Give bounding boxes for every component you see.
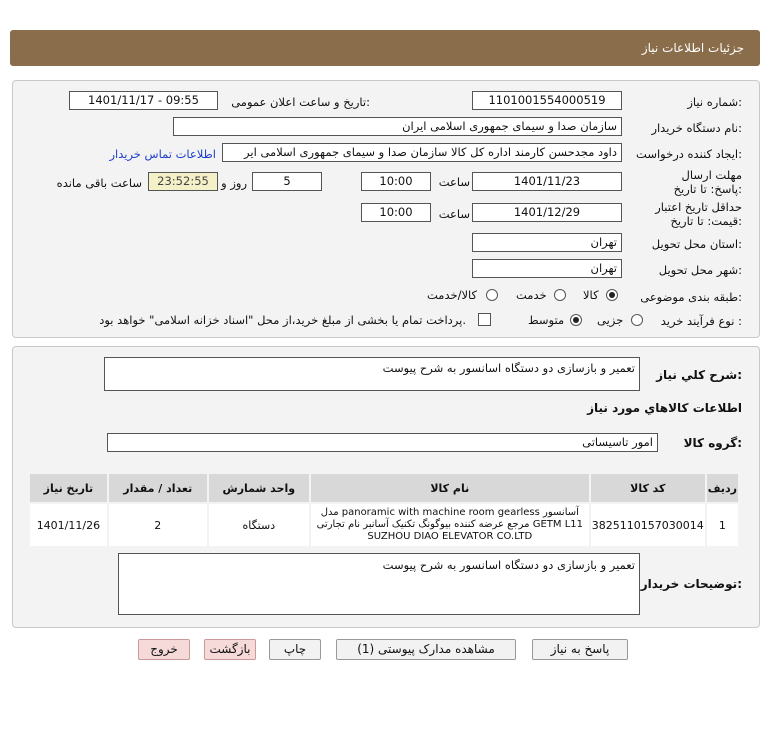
category-goods-label: کالا — [583, 288, 599, 302]
buyer-notes-label: توضیحات خریدار: — [640, 577, 742, 591]
process-label: نوع فرآیند خرید : — [660, 314, 742, 328]
col-index: ردیف — [706, 473, 739, 503]
category-service-label: خدمت — [516, 288, 547, 302]
announce-label: تاریخ و ساعت اعلان عمومی: — [231, 95, 370, 109]
page-header — [10, 30, 760, 66]
remaining-time-field: 23:52:55 — [148, 172, 218, 191]
goods-group-field: امور تاسیساتی — [107, 433, 658, 452]
col-name: نام کالا — [310, 473, 590, 503]
process-minor-label: جزیی — [597, 313, 624, 327]
row-index: 1 — [706, 503, 739, 547]
treasury-payment-note: پرداخت تمام یا بخشی از مبلغ خرید،از محل "اسناد خزانه اسلامی" خواهد بود. — [99, 313, 466, 327]
row-date: 1401/11/26 — [29, 503, 108, 547]
print-button[interactable]: چاپ — [269, 639, 321, 660]
validity-label: حداقل تاریخ اعتبار قیمت: تا تاریخ: — [655, 200, 742, 228]
buyer-notes-field: تعمیر و بازسازی دو دستگاه اسانسور به شرح پیوست — [118, 553, 640, 615]
category-both-radio[interactable] — [486, 289, 498, 301]
category-both-label: کالا/خدمت — [427, 288, 478, 302]
back-button[interactable]: بازگشت — [204, 639, 256, 660]
goods-table — [28, 472, 740, 548]
table-header-row — [29, 473, 739, 503]
view-attachments-button[interactable]: مشاهده مدارک پیوستی (1) — [336, 639, 516, 660]
days-label: روز و — [221, 176, 247, 190]
row-name: آسانسور panoramic with machine room gearless مدل GETM L11 مرجع عرضه کننده بیوگونگ تکنیک آسانبر نام تجارتی SUZHOU DIAO ELEVATOR CO.LTD — [310, 503, 590, 547]
row-qty: 2 — [108, 503, 208, 547]
process-minor-radio[interactable] — [631, 314, 643, 326]
reply-time-label: ساعت — [438, 175, 470, 189]
reply-time-field: 10:00 — [361, 172, 431, 191]
province-label: استان محل تحویل: — [651, 237, 742, 251]
category-service-radio[interactable] — [554, 289, 566, 301]
treasury-payment-checkbox[interactable] — [478, 313, 491, 326]
validity-time-field: 10:00 — [361, 203, 431, 222]
reply-deadline-label: مهلت ارسال پاسخ: تا تاریخ: — [673, 168, 742, 196]
table-row[interactable] — [29, 503, 739, 547]
reply-date-field: 1401/11/23 — [472, 172, 622, 191]
col-code: کد کالا — [590, 473, 706, 503]
goods-title: اطلاعات کالاهاي مورد نياز — [587, 401, 742, 415]
reply-button[interactable]: پاسخ به نیاز — [532, 639, 628, 660]
validity-time-label: ساعت — [438, 207, 470, 221]
row-unit: دستگاه — [208, 503, 310, 547]
province-field: تهران — [472, 233, 622, 252]
category-goods-radio[interactable] — [606, 289, 618, 301]
page-title: جزئیات اطلاعات نیاز — [641, 41, 744, 55]
col-unit: واحد شمارش — [208, 473, 310, 503]
exit-button[interactable]: خروج — [138, 639, 190, 660]
city-field: تهران — [472, 259, 622, 278]
buyer-org-label: نام دستگاه خریدار: — [651, 121, 742, 135]
summary-label: شرح کلي نياز: — [656, 368, 742, 382]
announce-field: 1401/11/17 - 09:55 — [69, 91, 218, 110]
goods-group-label: گروه کالا: — [683, 436, 742, 450]
need-number-label: شماره نیاز: — [687, 95, 742, 109]
contact-info-link[interactable]: اطلاعات تماس خریدار — [109, 147, 216, 161]
col-qty: تعداد / مقدار — [108, 473, 208, 503]
days-field: 5 — [252, 172, 322, 191]
col-date: تاریخ نیاز — [29, 473, 108, 503]
category-label: طبقه بندی موضوعی: — [640, 290, 742, 304]
city-label: شهر محل تحویل: — [658, 263, 742, 277]
creator-label: ایجاد کننده درخواست: — [636, 147, 742, 161]
buyer-org-field: سازمان صدا و سیمای جمهوری اسلامی ایران — [173, 117, 622, 136]
validity-date-field: 1401/12/29 — [472, 203, 622, 222]
summary-field: تعمیر و بازسازی دو دستگاه اسانسور به شرح پیوست — [104, 357, 640, 391]
creator-field: داود مجدحسن کارمند اداره کل کالا سازمان صدا و سیمای جمهوری اسلامی ایر — [222, 143, 622, 162]
row-code: 3825110157030014 — [590, 503, 706, 547]
process-medium-label: متوسط — [528, 313, 565, 327]
need-number-field: 1101001554000519 — [472, 91, 622, 110]
remaining-label: ساعت باقی مانده — [56, 176, 142, 190]
process-medium-radio[interactable] — [570, 314, 582, 326]
